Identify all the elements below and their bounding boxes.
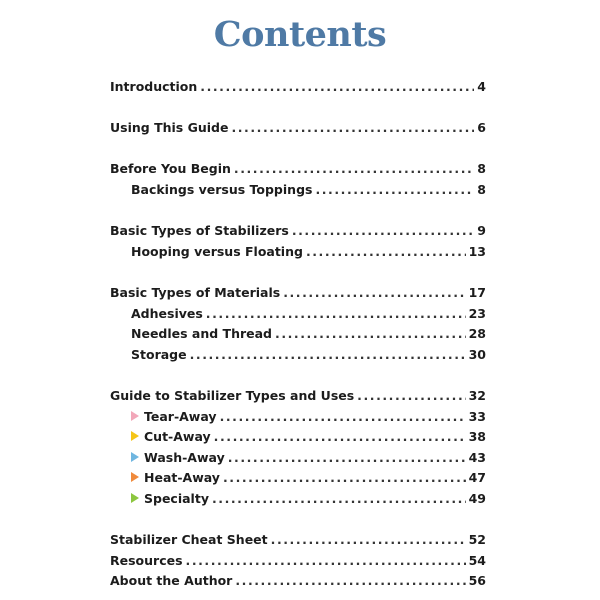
toc-page-number: 56 [468,573,486,589]
triangle-bullet-icon [131,452,139,462]
triangle-bullet-icon [131,411,139,421]
dot-leader [190,347,466,362]
toc-entry-label [110,532,268,547]
toc-entry-label [110,161,231,176]
toc-entry-text: Before You Begin [110,161,231,177]
toc-entry[interactable] [110,553,486,574]
toc-entry[interactable] [110,532,486,553]
toc-subentry[interactable] [110,429,486,450]
toc-page-number: 32 [468,387,486,403]
toc-entry-label [110,120,228,135]
toc-page-number: 52 [468,532,486,548]
triangle-bullet-icon [131,431,139,441]
toc-entry-text: Backings versus Toppings [131,181,313,197]
triangle-bullet-icon [131,472,139,482]
toc-entry[interactable] [110,388,486,409]
toc-entry-label [131,491,209,506]
toc-entry-text: Needles and Thread [131,326,273,342]
toc-entry-text: Specialty [144,490,209,506]
dot-leader [228,450,466,465]
toc-entry-label [131,470,220,485]
dot-leader [206,306,466,321]
toc-page-number: 9 [477,223,486,239]
dot-leader [292,223,474,238]
toc-entry-text: Cut-Away [144,429,211,445]
toc-entry-text: Storage [131,346,187,362]
dot-leader [212,491,466,506]
toc-page-number: 43 [468,449,486,465]
toc-subentry[interactable] [110,347,486,368]
toc-entry-text: Tear-Away [144,408,217,424]
toc-page-number: 30 [468,346,486,362]
toc-entry-text: Hooping versus Floating [131,243,303,259]
toc-entry[interactable] [110,161,486,182]
toc-entry[interactable] [110,573,486,594]
toc-subentry[interactable] [110,450,486,471]
toc-entry-text: Basic Types of Materials [110,284,281,300]
toc-entry-label [110,553,183,568]
dot-leader [315,182,474,197]
toc-page-number: 17 [468,284,486,300]
toc-entry[interactable] [110,79,486,100]
dot-leader [275,326,466,341]
dot-leader [223,470,466,485]
toc-subentry[interactable] [110,326,486,347]
table-of-contents [110,79,486,594]
toc-entry-text: Guide to Stabilizer Types and Uses [110,387,355,403]
dot-leader [200,79,474,94]
toc-entry-text: Using This Guide [110,120,229,136]
toc-entry[interactable] [110,223,486,244]
toc-page-number: 38 [468,429,486,445]
dot-leader [235,573,465,588]
toc-entry-text: Stabilizer Cheat Sheet [110,532,268,548]
toc-entry-label [131,244,303,259]
toc-subentry[interactable] [110,306,486,327]
toc-entry-text: Heat-Away [144,470,220,486]
toc-page-number: 13 [468,243,486,259]
toc-page-number: 8 [477,161,486,177]
toc-subentry[interactable] [110,244,486,265]
toc-subentry[interactable] [110,409,486,430]
toc-page-number: 4 [477,79,486,94]
toc-subentry[interactable] [110,182,486,203]
toc-page-number: 33 [468,408,486,424]
toc-entry-label [131,182,312,197]
toc-page-number: 49 [468,490,486,506]
toc-entry-label [131,306,203,321]
toc-entry-text: Introduction [110,79,198,94]
toc-entry-text: Resources [110,552,183,568]
toc-entry-label [110,223,289,238]
triangle-bullet-icon [131,493,139,503]
toc-page-number: 8 [477,181,486,197]
toc-entry-label [131,429,211,444]
toc-entry-label [131,347,187,362]
toc-entry-text: Wash-Away [144,449,225,465]
toc-entry-label [131,409,217,424]
toc-entry-label [131,450,225,465]
toc-entry-label [110,573,232,588]
dot-leader [271,532,466,547]
dot-leader [306,244,466,259]
toc-page-number: 47 [468,470,486,486]
toc-subentry[interactable] [110,491,486,512]
toc-entry-label [131,326,272,341]
dot-leader [357,388,465,403]
dot-leader [220,409,466,424]
toc-entry[interactable] [110,120,486,141]
page-title: Contents [213,14,387,55]
toc-entry-text: About the Author [110,573,233,589]
toc-page-number: 54 [468,552,486,568]
toc-page-number: 23 [468,305,486,321]
toc-page-number: 28 [468,326,486,342]
dot-leader [283,285,465,300]
toc-entry-text: Basic Types of Stabilizers [110,223,289,239]
toc-entry-label [110,285,280,300]
toc-entry-label [110,79,197,94]
dot-leader [214,429,466,444]
dot-leader [234,161,474,176]
toc-entry-text: Adhesives [131,305,203,321]
toc-subentry[interactable] [110,470,486,491]
dot-leader [231,120,474,135]
toc-entry-label [110,388,354,403]
dot-leader [186,553,466,568]
toc-page-number: 6 [477,120,486,136]
toc-entry[interactable] [110,285,486,306]
